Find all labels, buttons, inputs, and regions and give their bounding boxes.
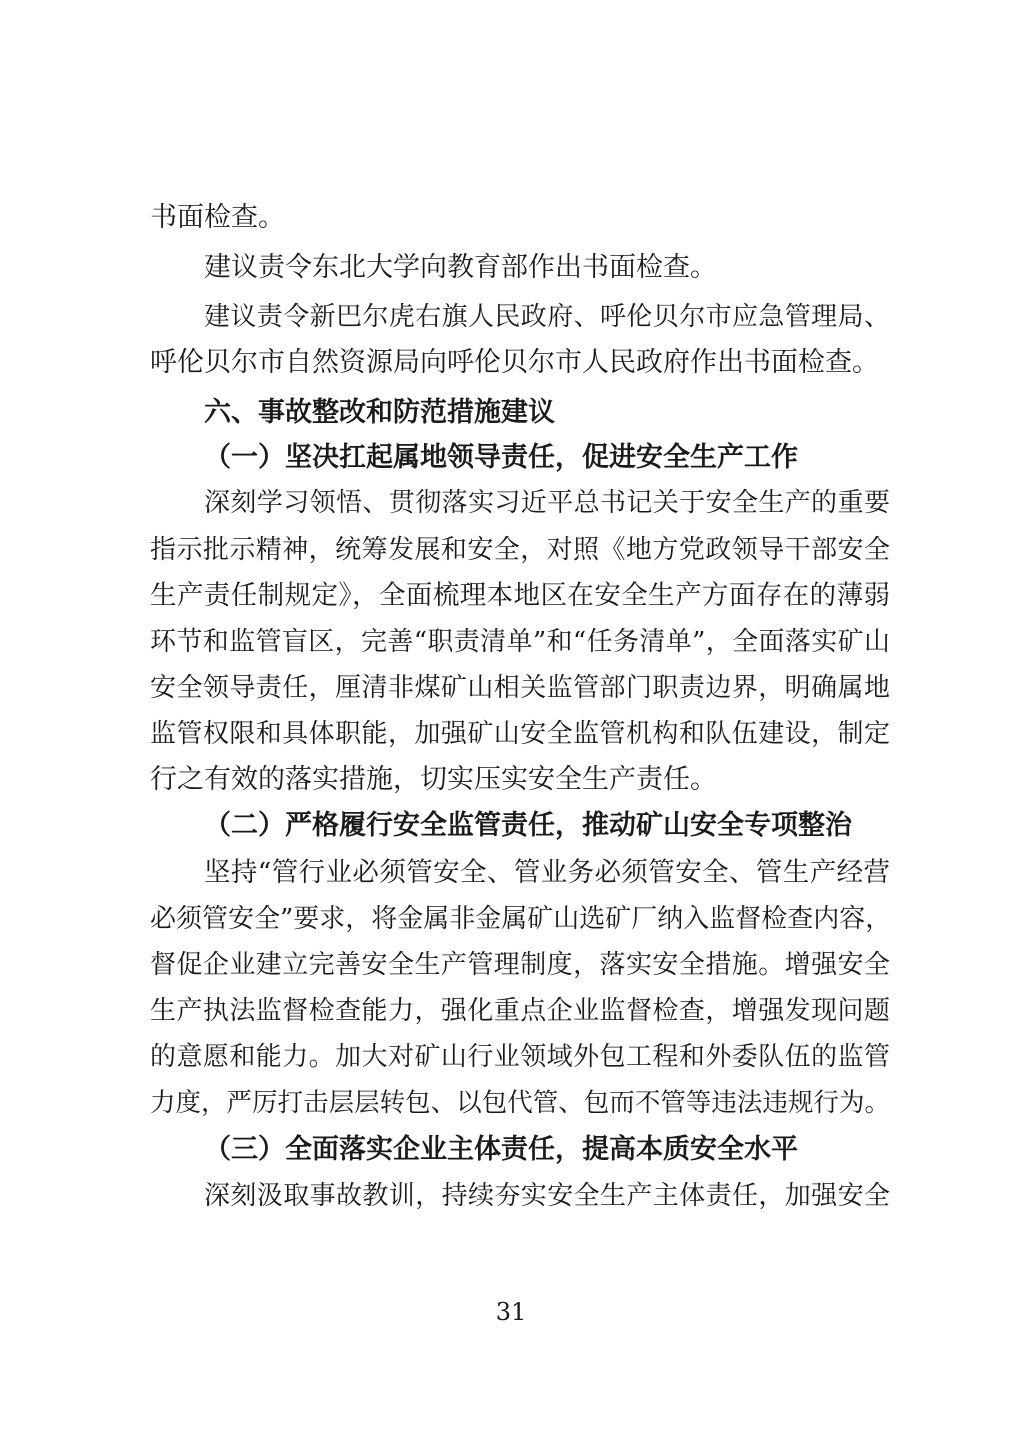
paragraph-line-8: 指示批示精神，统筹发展和安全，对照《地方党政领导干部安全: [150, 535, 890, 565]
paragraph-line-18: 生产执法监督检查能力，强化重点企业监督检查，增强发现问题: [150, 996, 890, 1026]
page-number: 31: [495, 1298, 527, 1326]
paragraph-line-22: 深刻汲取事故教训，持续夯实安全生产主体责任，加强安全: [204, 1181, 890, 1211]
paragraph-line-7: 深刻学习领悟、贯彻落实习近平总书记关于安全生产的重要: [204, 488, 890, 518]
subsection-heading-2: （二）严格履行安全监管责任，推动矿山安全专项整治: [204, 810, 852, 841]
paragraph-line-15: 坚持“管行业必须管安全、管业务必须管安全、管生产经营: [204, 857, 890, 888]
paragraph-line-19: 的意愿和能力。加大对矿山行业领域外包工程和外委队伍的监管: [150, 1042, 890, 1072]
paragraph-line-10: 环节和监管盲区，完善“职责清单”和“任务清单”，全面落实矿山: [150, 627, 890, 657]
subsection-heading-3: （三）全面落实企业主体责任，提高本质安全水平: [204, 1134, 798, 1165]
paragraph-line-2: 建议责令东北大学向教育部作出书面检查。: [204, 252, 717, 283]
paragraph-line-16: 必须管安全”要求，将金属非金属矿山选矿厂纳入监督检查内容，: [150, 904, 892, 934]
paragraph-line-9: 生产责任制规定》，全面梳理本地区在安全生产方面存在的薄弱: [150, 580, 890, 611]
subsection-heading-1: （一）坚决扛起属地领导责任，促进安全生产工作: [204, 442, 798, 473]
paragraph-line-1: 书面检查。: [150, 202, 285, 233]
paragraph-line-20: 力度，严厉打击层层转包、以包代管、包而不管等违法违规行为。: [150, 1088, 890, 1118]
paragraph-line-4: 呼伦贝尔市自然资源局向呼伦贝尔市人民政府作出书面检查。: [150, 347, 879, 378]
paragraph-line-17: 督促企业建立完善安全生产管理制度，落实安全措施。增强安全: [150, 950, 890, 980]
paragraph-line-12: 监管权限和具体职能，加强矿山安全监管机构和队伍建设，制定: [150, 719, 890, 749]
paragraph-line-3: 建议责令新巴尔虎右旗人民政府、呼伦贝尔市应急管理局、: [204, 302, 890, 332]
section-heading-6: 六、事故整改和防范措施建议: [204, 397, 555, 428]
paragraph-line-11: 安全领导责任，厘清非煤矿山相关监管部门职责边界，明确属地: [150, 673, 890, 703]
paragraph-line-13: 行之有效的落实措施，切实压实安全生产责任。: [150, 764, 717, 795]
